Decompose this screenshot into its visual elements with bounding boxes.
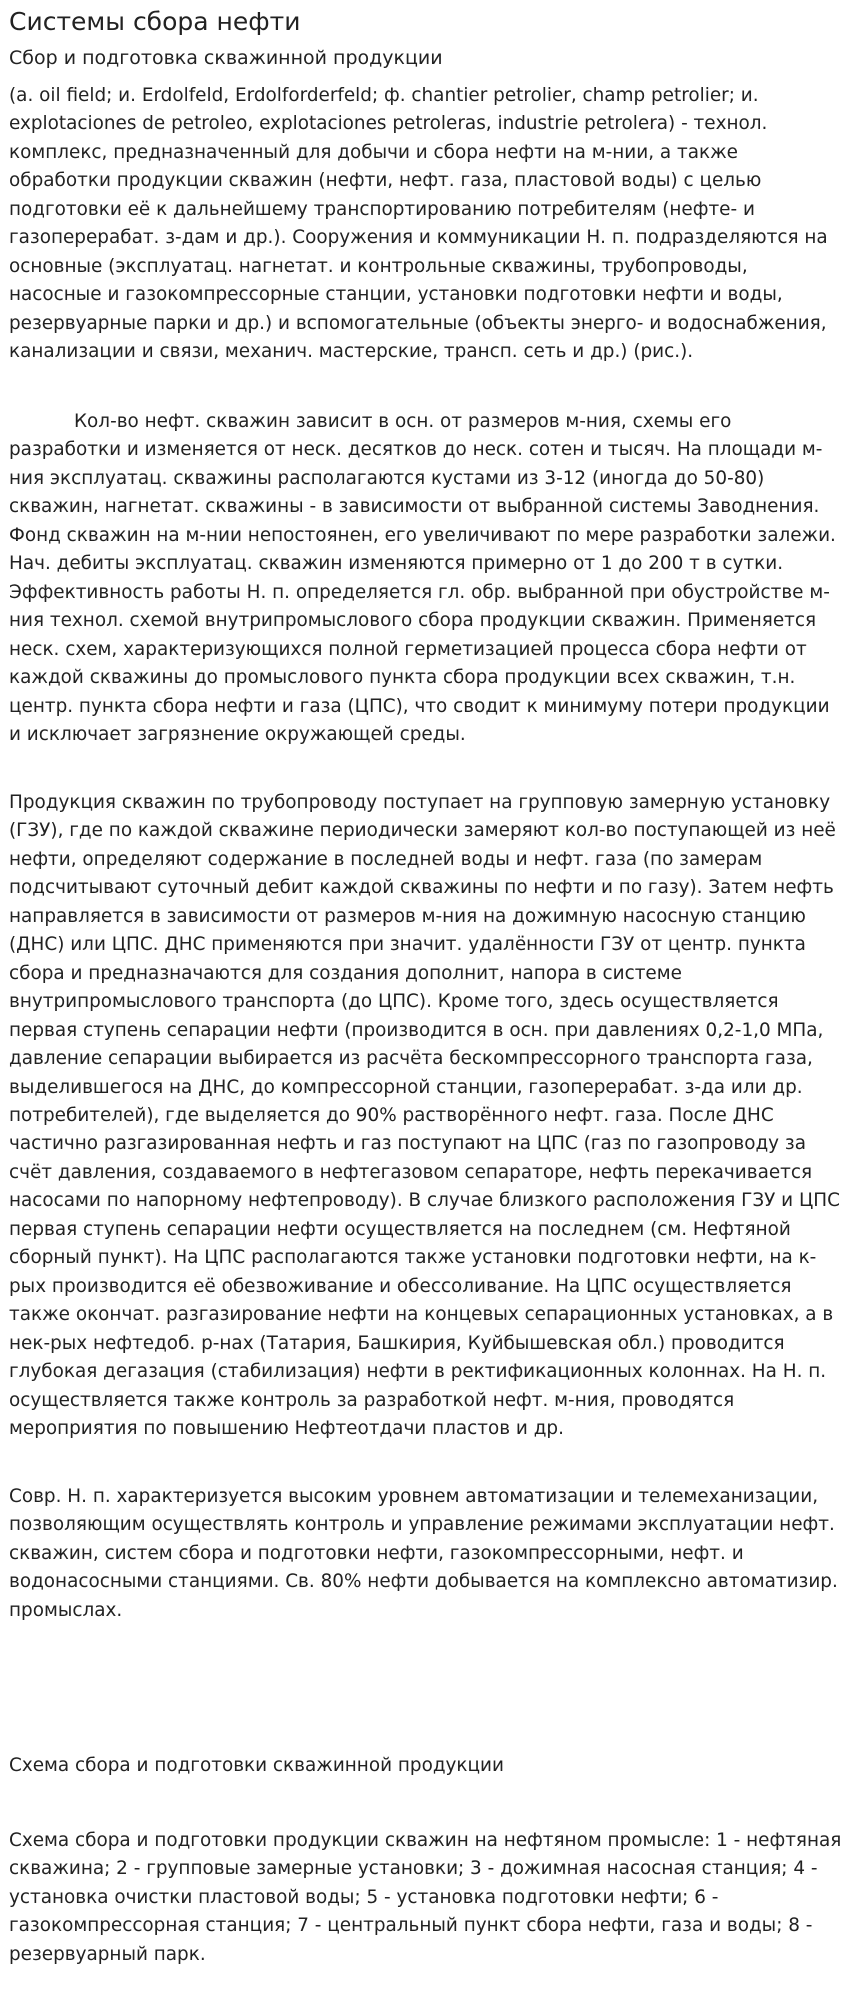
paragraph-automation: Совр. Н. п. характеризуется высоким уровнем автоматизации и телемеханизации, позволяющим осуществлять контроль и управление режимами эксплуатации нефт. скважин, систем сбора и подготовки нефти, газокомпрессорными, нефт. и водонасосными станциями. Св. 80% нефти добывается на комплексно автоматизир. промыслах. xyxy=(9,1486,838,1621)
paragraph-collection-process: Продукция скважин по трубопроводу поступает на групповую замерную установку (ГЗУ), где по каждой скважине периодически замеряют кол-во поступающей из неё нефти, определяют содержание в последней воды и нефт. газа (по замерам подсчитывают суточный дебит каждой скважины по нефти и по газу). Затем нефть направляется в зависимости от размеров м-ния на дожимную насосную станцию (ДНС) или ЦПС. ДНС применяются при значит. удалённости ГЗУ от центр. пункта сбора и предназначаются для создания дополнит, напора в системе внутрипромыслового транспорта (до ЦПС). Кроме того, здесь осуществляется первая ступень сепарации нефти (производится в осн. при давлениях 0,2-1,0 МПа, давление сепарации выбирается из расчёта бескомпрессорного транспорта газа, выделившегося на ДНС, до компрессорной станции, газоперерабат. з-да или др. потребителей), где выделяется до 90% растворённого нефт. газа. После ДНС частично разгазированная нефть и газ поступают на ЦПС (газ по газопроводу за счёт давления, создаваемого в нефтегазовом сепараторе, нефть перекачивается насосами по напорному нефтепроводу). В случае близкого расположения ГЗУ и ЦПС первая ступень сепарации нефти осуществляется на последнем (см. Нефтяной сборный пункт). На ЦПС располагаются также установки подготовки нефти, на к-рых производится её обезвоживание и обессоливание. На ЦПС осуществляется также окончат. разгазирование нефти на концевых сепарационных установках, а в нек-рых нефтедоб. р-нах (Татария, Башкирия, Куйбышевская обл.) проводится глубокая дегазация (стабилизация) нефти в ректификационных колоннах. На Н. п. осуществляется также контроль за разработкой нефт. м-ния, проводятся мероприятия по повышению Нефтеотдачи пластов и др. xyxy=(9,792,840,1439)
figure-caption: Схема сбора и подготовки продукции скважин на нефтяном промысле: 1 - нефтяная скважина; 2 - групповые замерные установки; 3 - дожимная насосная станция; 4 - установка очистки пластовой воды; 5 - установка подготовки нефти; 6 - газокомпрессорная станция; 7 - центральный пункт сбора нефти, газа и воды; 8 - резервуарный парк. xyxy=(9,1830,842,1965)
figure-heading: Схема сбора и подготовки скважинной продукции xyxy=(9,1755,504,1776)
page-title: Системы сбора нефти xyxy=(9,7,301,36)
paragraph-definition: (а. oil field; и. Erdolfeld, Erdolforderfeld; ф. chantier petrolier, champ petrolier; и. explotaciones de petroleo, explotaciones petroleras, industrie petrolera) - технол. комплекс, предназначенный для добычи и сбора нефти на м-нии, а также обработки продукции скважин (нефти, нефт. газа, пластовой воды) с целью подготовки её к дальнейшему транспортированию потребителям (нефте- и газоперерабат. з-дам и др.). Сооружения и коммуникации Н. п. подразделяются на основные (эксплуатац. нагнетат. и контрольные скважины, трубопроводы, насосные и газокомпрессорные станции, установки подготовки нефти и воды, резервуарные парки и др.) и вспомогательные (объекты энерго- и водоснабжения, канализации и связи, механич. мастерские, трансп. сеть и др.) (рис.). xyxy=(9,85,828,363)
page-subtitle: Сбор и подготовка скважинной продукции xyxy=(9,47,443,69)
paragraph-wells: Кол-во нефт. скважин зависит в осн. от размеров м-ния, схемы его разработки и изменяется от неск. десятков до неск. сотен и тысяч. На площади м-ния эксплуатац. скважины располагаются кустами из 3-12 (иногда до 50-80) скважин, нагнетат. скважины - в зависимости от выбранной системы Заводнения. Фонд скважин на м-нии непостоянен, его увеличивают по мере разработки залежи. Нач. дебиты эксплуатац. скважин изменяются примерно от 1 до 200 т в сутки. Эффективность работы Н. п. определяется гл. обр. выбранной при обустройстве м-ния технол. схемой внутрипромыслового сбора продукции скважин. Применяется неск. схем, характеризующихся полной герметизацией процесса сбора нефти от каждой скважины до промыслового пункта сбора продукции всех скважин, т.н. центр. пункта сбора нефти и газа (ЦПС), что сводит к минимуму потери продукции и исключает загрязнение окружающей среды. xyxy=(9,411,836,745)
